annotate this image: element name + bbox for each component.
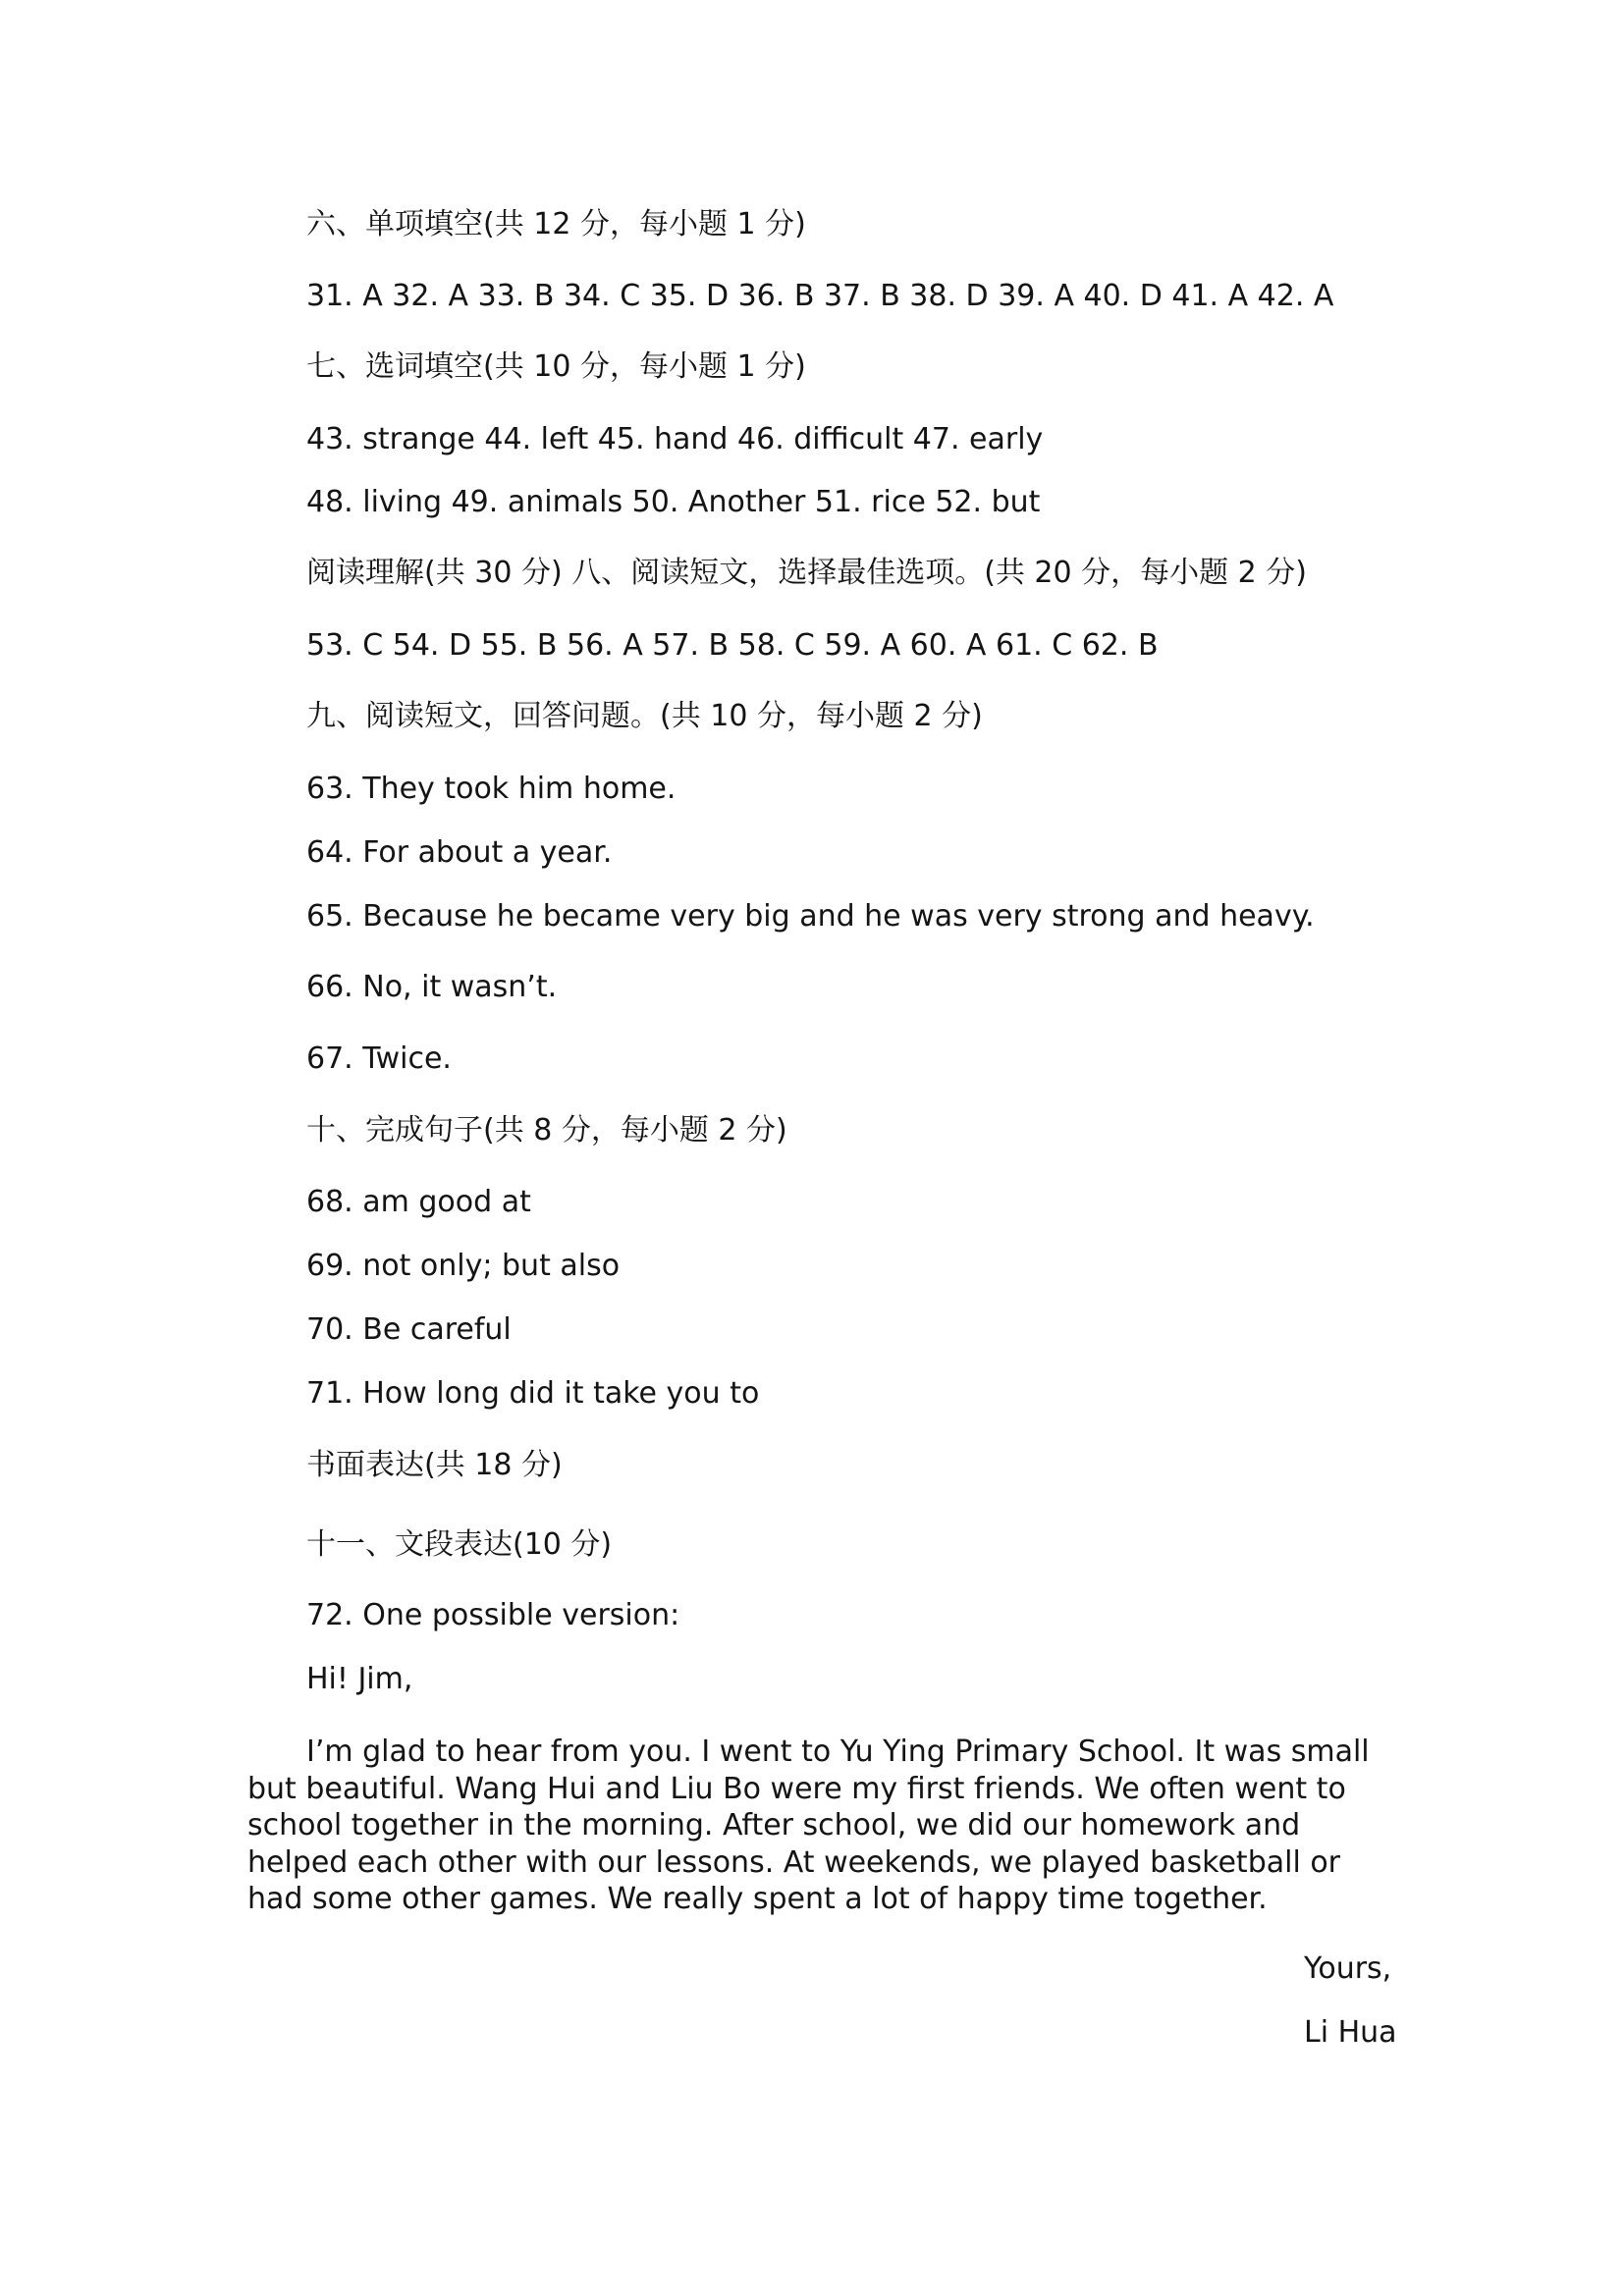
- letter-body-text: I’m glad to hear from you. I went to Yu Ying Primary School. It was small but beautiful. Wang Hui and Liu Bo were my first friends. We often went to school together in the morning. After school, we did our homework and helped each other with our lessons. At weekends, we played basketball or had some other games. We really spent a lot of happy time together.: [247, 1735, 1370, 1916]
- section-7-heading: 七、选词填空(共 10 分，每小题 1 分): [306, 349, 806, 384]
- section-9-heading: 九、阅读短文，回答问题。(共 10 分，每小题 2 分): [306, 699, 983, 733]
- section-10-heading: 十、完成句子(共 8 分，每小题 2 分): [306, 1113, 787, 1148]
- answer-72-label: 72. One possible version:: [306, 1598, 680, 1632]
- section-8-answers: 53. C 54. D 55. B 56. A 57. B 58. C 59. A 60. A 61. C 62. B: [306, 628, 1159, 663]
- answer-68: 68. am good at: [306, 1185, 531, 1219]
- section-11-heading: 十一、文段表达(10 分): [306, 1527, 613, 1562]
- section-7-answers-line-1: 43. strange 44. left 45. hand 46. difficult 47. early: [306, 422, 1044, 456]
- letter-greeting: Hi! Jim,: [306, 1662, 413, 1696]
- section-7-answers-line-2: 48. living 49. animals 50. Another 51. rice 52. but: [306, 485, 1041, 519]
- answer-69: 69. not only; but also: [306, 1249, 621, 1283]
- section-6-answers: 31. A 32. A 33. B 34. C 35. D 36. B 37. B 38. D 39. A 40. D 41. A 42. A: [306, 279, 1334, 313]
- answer-66: 66. No, it wasn’t.: [306, 970, 558, 1004]
- letter-closing: Yours,: [1304, 1951, 1392, 1986]
- answer-67: 67. Twice.: [306, 1041, 452, 1076]
- section-6-heading: 六、单项填空(共 12 分，每小题 1 分): [306, 207, 806, 241]
- answer-70: 70. Be careful: [306, 1312, 512, 1347]
- section-8-heading: 阅读理解(共 30 分) 八、阅读短文，选择最佳选项。(共 20 分，每小题 2 分): [306, 556, 1308, 590]
- answer-63: 63. They took him home.: [306, 772, 677, 806]
- letter-body: [247, 1734, 1396, 1918]
- answer-65: 65. Because he became very big and he was very strong and heavy.: [306, 899, 1315, 934]
- writing-heading: 书面表达(共 18 分): [306, 1448, 563, 1482]
- letter-signature: Li Hua: [1304, 2015, 1397, 2050]
- answer-71: 71. How long did it take you to: [306, 1376, 760, 1411]
- answer-64: 64. For about a year.: [306, 835, 613, 870]
